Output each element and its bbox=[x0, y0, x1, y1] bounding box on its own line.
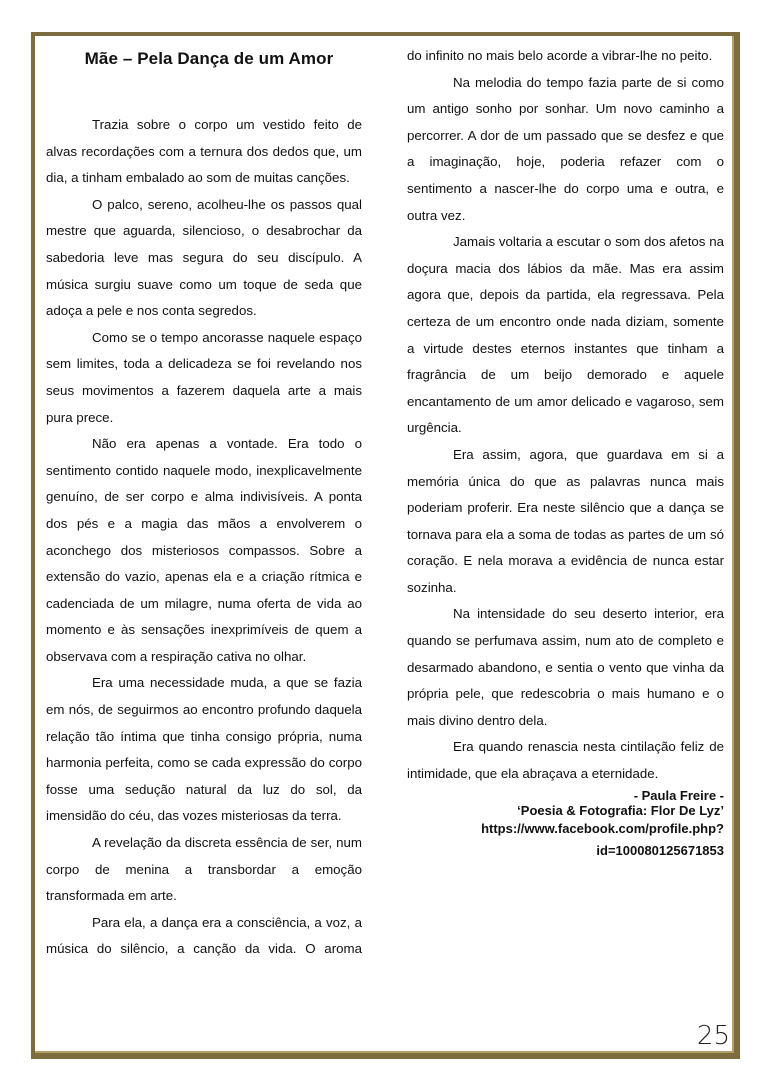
profile-link[interactable] bbox=[407, 818, 724, 862]
left-body bbox=[46, 112, 362, 963]
right-column bbox=[407, 36, 724, 862]
right-body bbox=[407, 43, 724, 788]
paragraph: Era assim, agora, que guardava em si a memória única do que as palavras nunca mais poderiam proferir. Era neste silêncio que a dança se tornava para ela a soma de todas as partes de um só coração. E nela morava a evidência de nunca estar sozinha. bbox=[407, 446, 724, 595]
paragraph: Era uma necessidade muda, a que se fazia em nós, de seguirmos ao encontro profundo daquela relação tão íntima que tinha consigo própria, numa harmonia perfeita, como se cada expressão do corpo fosse uma sedução natural da luz do sol, da imensidão do céu, das vozes misteriosas da terra. bbox=[46, 675, 362, 824]
paragraph-continuation: do infinito no mais belo acorde a vibrar-lhe no peito. bbox=[407, 48, 713, 63]
paragraph: A revelação da discreta essência de ser, num corpo de menina a transbordar a emoção transformada em arte. bbox=[46, 835, 362, 904]
article-title: Mãe – Pela Dança de um Amor bbox=[84, 49, 334, 68]
paragraph: Para ela, a dança era a consciência, a voz, a música do silêncio, a canção da vida. O aroma bbox=[46, 914, 362, 957]
paragraph: Não era apenas a vontade. Era todo o sentimento contido naquele modo, inexplicavelmente genuíno, de ser corpo e alma indivisíveis. A ponta dos pés e a magia das mãos a envolverem o aconchego dos misteriosos compassos. Sobre a extensão do vazio, apenas ela e a criação rítmica e cadenciada de um milagre, numa oferta de vida ao momento e às sensações inexprimíveis de quem a observava com a respiração cativa no olhar. bbox=[46, 436, 362, 664]
paragraph: Na intensidade do seu deserto interior, era quando se perfumava assim, num ato de completo e desarmado abandono, e sentia o vento que vinha da própria pele, que redescobria o mais humano e o mais divino dentro dela. bbox=[407, 606, 724, 728]
paragraph: Jamais voltaria a escutar o som dos afetos na doçura macia dos lábios da mãe. Mas era assim agora que, depois da partida, ela regressava. Pela certeza de um encontro onde nada diziam, somente a virtude destes eternos instantes que tinham a fragrância de um beijo demorado e aquele encantamento de um amor delicado e vagaroso, sem urgência. bbox=[407, 234, 724, 436]
credit-line: ‘Poesia & Fotografia: Flor De Lyz’ bbox=[517, 802, 724, 818]
paragraph: Era quando renascia nesta cintilação feliz de intimidade, que ela abraçava a eternidade. bbox=[407, 739, 724, 782]
profile-link-line1[interactable]: https://www.facebook.com/profile.php? bbox=[481, 820, 724, 836]
paragraph: O palco, sereno, acolheu-lhe os passos qual mestre que aguarda, silencioso, o desabrochar da sabedoria leve mas segura do seu discípulo. A música surgiu suave como um toque de seda que adoça a pele e nos conta segredos. bbox=[46, 196, 362, 319]
page-number: 25 bbox=[696, 1021, 730, 1051]
paragraph: Como se o tempo ancorasse naquele espaço sem limites, toda a delicadeza se foi revelando nos seus movimentos a fazerem daquela arte a mais pura prece. bbox=[46, 329, 362, 425]
left-column bbox=[46, 36, 362, 963]
paragraph: Na melodia do tempo fazia parte de si como um antigo sonho por sonhar. Um novo caminho a percorrer. A dor de um passado que se desfez e que a imaginação, hoje, poderia refazer com o sentimento a nascer-lhe do corpo uma e outra, e outra vez. bbox=[407, 74, 724, 223]
signature-block bbox=[407, 788, 724, 862]
profile-link-line2[interactable]: id=100080125671853 bbox=[596, 842, 724, 858]
page-frame bbox=[31, 32, 740, 1059]
author-name: - Paula Freire - bbox=[633, 787, 724, 803]
paragraph: Trazia sobre o corpo um vestido feito de alvas recordações com a ternura dos dedos que, um dia, a tinham embalado ao som de muitas canções. bbox=[46, 117, 362, 186]
